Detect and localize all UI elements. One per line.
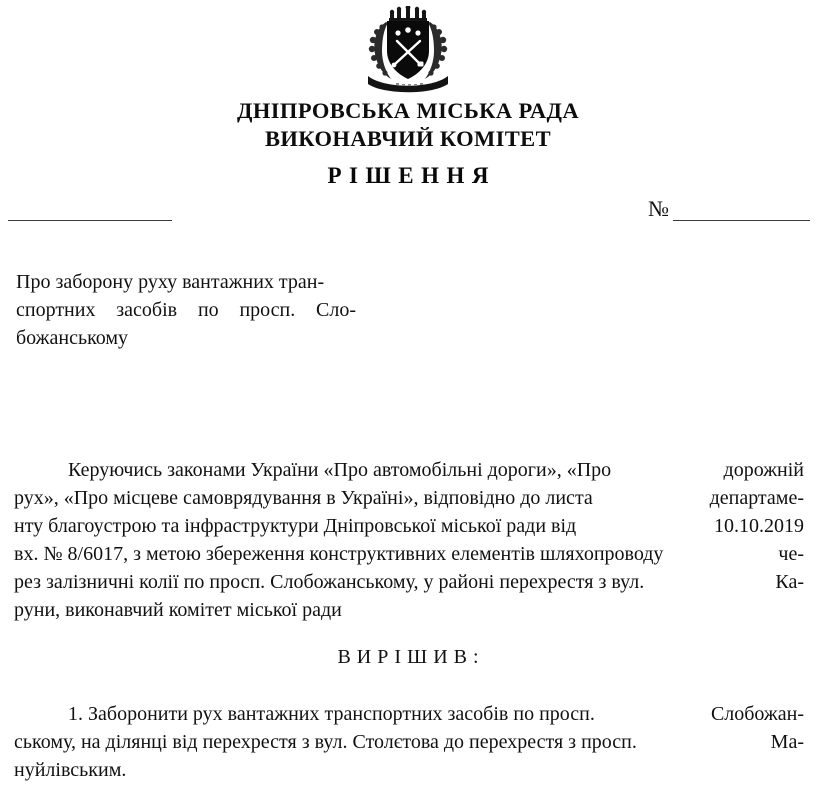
subject-line-2-word-2: засобів [116,299,178,321]
preamble-line-3-tail: 10.10.2019 [714,515,804,537]
preamble-line-4 [14,540,804,568]
subject-line-3: божанському [16,327,129,349]
date-blank-rule [8,220,172,221]
preamble-line-2-tail: департаме- [709,487,804,509]
subject-line-2 [16,296,356,324]
preamble-line-6: руни, виконавчий комітет міської ради [14,599,342,621]
document-subject [16,268,356,352]
number-blank-rule [673,220,810,221]
clause-1-line-2-head: ському, на ділянці від перехрестя з вул. Столєтова до перехрестя з просп. [14,731,637,753]
preamble-line-4-head: вх. № 8/6017, з метою збереження конструктивних елементів шляхопроводу [14,543,664,565]
document-kind-title: РІШЕННЯ [327,163,496,188]
subject-line-2-word-4: просп. [239,299,296,321]
clause-1-line-2-tail: Ма- [770,731,804,753]
preamble-line-1 [14,456,804,484]
organization-name-line-1: ДНІПРОВСЬКА МІСЬКА РАДА [236,98,580,123]
preamble-line-2-head: рух», «Про місцеве самоврядування в Україні», відповідно до листа [14,487,593,509]
clause-1-line-3: нуйлівським. [14,759,127,781]
preamble-line-1-tail: дорожній [723,459,804,481]
document-header [0,97,816,189]
clause-1-line-2 [14,728,804,756]
preamble-line-5-head: рез залізничні колії по просп. Слобожанському, у районі перехрестя з вул. [14,571,645,593]
preamble-line-4-tail: че- [778,543,804,565]
number-symbol: № [648,196,669,221]
decision-keyword: ВИРІШИВ: [337,646,485,668]
preamble-line-3-head: нту благоустрою та інфраструктури Дніпровської міської ради від [14,515,577,537]
organization-name-line-2: ВИКОНАВЧИЙ КОМІТЕТ [264,126,551,151]
preamble-line-3 [14,512,804,540]
coat-of-arms-icon [362,6,454,94]
preamble-line-5-tail: Ка- [775,571,804,593]
preamble-line-2 [14,484,804,512]
preamble-line-1-head: Керуючись законами України «Про автомобільні дороги», «Про [68,459,612,481]
clause-1-paragraph [14,700,804,784]
subject-line-2-word-3: по [197,299,219,321]
clause-1-line-1-tail: Слобожан- [710,703,804,725]
preamble-paragraph [14,456,804,624]
subject-line-2-word-5: Сло- [316,299,357,321]
clause-1-line-1 [14,700,804,728]
emblem-container [0,6,816,99]
preamble-line-5 [14,568,804,596]
subject-line-1: Про заборону руху вантажних тран- [16,271,325,293]
clause-1-line-1-head: 1. Заборонити рух вантажних транспортних засобів по просп. [68,703,595,725]
subject-line-2-word-1: спортних [16,299,96,321]
